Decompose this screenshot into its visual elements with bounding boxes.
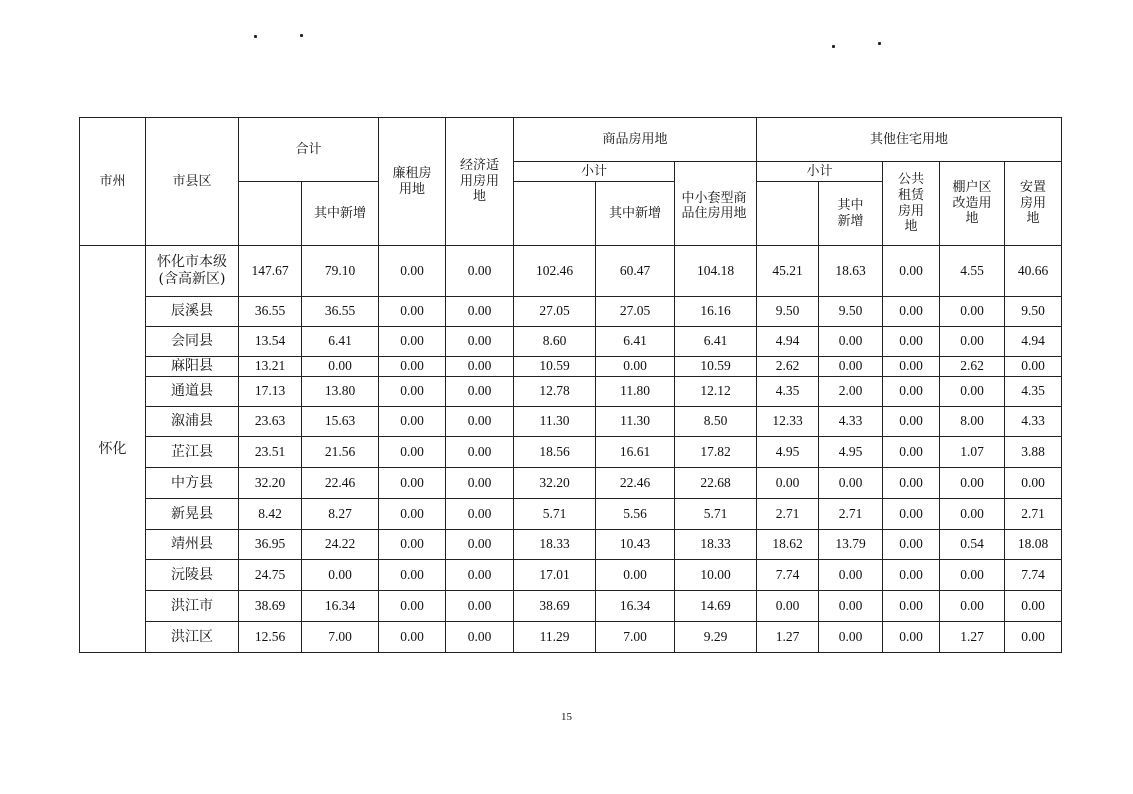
value-cell: 1.27 xyxy=(940,622,1005,653)
value-cell: 0.00 xyxy=(883,499,940,530)
value-cell: 10.43 xyxy=(596,530,675,560)
header-ot-public: 公共租赁房用地 xyxy=(883,162,940,246)
header-sp-small: 中小套型商品住房用地 xyxy=(675,162,757,246)
value-cell: 45.21 xyxy=(757,246,819,297)
value-cell: 0.00 xyxy=(446,499,514,530)
value-cell: 0.00 xyxy=(302,357,379,377)
value-cell: 18.08 xyxy=(1005,530,1062,560)
value-cell: 7.00 xyxy=(596,622,675,653)
value-cell: 0.00 xyxy=(819,591,883,622)
value-cell: 4.94 xyxy=(757,327,819,357)
value-cell: 6.41 xyxy=(675,327,757,357)
header-ot-subtotal: 小计 xyxy=(757,162,883,182)
value-cell: 13.80 xyxy=(302,377,379,407)
value-cell: 12.56 xyxy=(239,622,302,653)
value-cell: 0.54 xyxy=(940,530,1005,560)
value-cell: 0.00 xyxy=(596,560,675,591)
header-sp-new: 其中新增 xyxy=(596,182,675,246)
value-cell: 4.35 xyxy=(1005,377,1062,407)
value-cell: 0.00 xyxy=(1005,591,1062,622)
housing-land-table xyxy=(79,117,1062,653)
value-cell: 13.54 xyxy=(239,327,302,357)
value-cell: 2.71 xyxy=(757,499,819,530)
value-cell: 13.21 xyxy=(239,357,302,377)
header-ot-shanty: 棚户区改造用地 xyxy=(940,162,1005,246)
table-row xyxy=(80,297,1062,327)
value-cell: 0.00 xyxy=(302,560,379,591)
value-cell: 16.61 xyxy=(596,437,675,468)
value-cell: 0.00 xyxy=(596,357,675,377)
value-cell: 0.00 xyxy=(883,297,940,327)
value-cell: 32.20 xyxy=(514,468,596,499)
value-cell: 0.00 xyxy=(757,591,819,622)
value-cell: 0.00 xyxy=(883,357,940,377)
value-cell: 38.69 xyxy=(514,591,596,622)
value-cell: 0.00 xyxy=(379,407,446,437)
value-cell: 0.00 xyxy=(940,377,1005,407)
table-row xyxy=(80,560,1062,591)
value-cell: 0.00 xyxy=(446,437,514,468)
value-cell: 27.05 xyxy=(596,297,675,327)
value-cell: 0.00 xyxy=(940,499,1005,530)
value-cell: 36.95 xyxy=(239,530,302,560)
scan-speck xyxy=(832,45,835,48)
value-cell: 18.63 xyxy=(819,246,883,297)
value-cell: 0.00 xyxy=(819,622,883,653)
scan-speck xyxy=(254,35,257,38)
value-cell: 10.59 xyxy=(675,357,757,377)
county-cell: 溆浦县 xyxy=(146,407,239,437)
value-cell: 24.22 xyxy=(302,530,379,560)
value-cell: 0.00 xyxy=(446,591,514,622)
value-cell: 2.00 xyxy=(819,377,883,407)
header-other: 其他住宅用地 xyxy=(757,118,1062,162)
value-cell: 9.50 xyxy=(1005,297,1062,327)
header-city: 市州 xyxy=(80,118,146,246)
value-cell: 14.69 xyxy=(675,591,757,622)
table-row xyxy=(80,246,1062,297)
value-cell: 60.47 xyxy=(596,246,675,297)
table-header xyxy=(80,118,1062,246)
value-cell: 40.66 xyxy=(1005,246,1062,297)
value-cell: 102.46 xyxy=(514,246,596,297)
value-cell: 0.00 xyxy=(379,357,446,377)
value-cell: 0.00 xyxy=(446,407,514,437)
value-cell: 23.51 xyxy=(239,437,302,468)
table-row xyxy=(80,357,1062,377)
value-cell: 3.88 xyxy=(1005,437,1062,468)
value-cell: 0.00 xyxy=(883,327,940,357)
value-cell: 0.00 xyxy=(883,437,940,468)
value-cell: 11.30 xyxy=(596,407,675,437)
value-cell: 0.00 xyxy=(379,437,446,468)
value-cell: 0.00 xyxy=(883,560,940,591)
header-total-new: 其中新增 xyxy=(302,182,379,246)
value-cell: 32.20 xyxy=(239,468,302,499)
value-cell: 24.75 xyxy=(239,560,302,591)
table-row xyxy=(80,622,1062,653)
value-cell: 23.63 xyxy=(239,407,302,437)
value-cell: 0.00 xyxy=(379,246,446,297)
value-cell: 18.33 xyxy=(675,530,757,560)
county-cell: 怀化市本级(含高新区) xyxy=(146,246,239,297)
value-cell: 0.00 xyxy=(446,327,514,357)
value-cell: 0.00 xyxy=(446,297,514,327)
header-shangpin: 商品房用地 xyxy=(514,118,757,162)
value-cell: 22.68 xyxy=(675,468,757,499)
value-cell: 1.07 xyxy=(940,437,1005,468)
value-cell: 0.00 xyxy=(883,591,940,622)
value-cell: 27.05 xyxy=(514,297,596,327)
value-cell: 0.00 xyxy=(883,622,940,653)
county-cell: 辰溪县 xyxy=(146,297,239,327)
value-cell: 8.60 xyxy=(514,327,596,357)
value-cell: 0.00 xyxy=(883,377,940,407)
value-cell: 0.00 xyxy=(379,499,446,530)
value-cell: 4.33 xyxy=(1005,407,1062,437)
table-row xyxy=(80,407,1062,437)
value-cell: 12.78 xyxy=(514,377,596,407)
city-cell: 怀化 xyxy=(80,246,146,653)
value-cell: 36.55 xyxy=(302,297,379,327)
value-cell: 21.56 xyxy=(302,437,379,468)
value-cell: 18.56 xyxy=(514,437,596,468)
value-cell: 0.00 xyxy=(819,560,883,591)
header-sp-sum xyxy=(514,182,596,246)
value-cell: 0.00 xyxy=(1005,468,1062,499)
value-cell: 0.00 xyxy=(379,560,446,591)
value-cell: 0.00 xyxy=(446,622,514,653)
value-cell: 4.33 xyxy=(819,407,883,437)
value-cell: 0.00 xyxy=(379,591,446,622)
value-cell: 4.55 xyxy=(940,246,1005,297)
value-cell: 17.01 xyxy=(514,560,596,591)
scan-speck xyxy=(878,42,881,45)
county-cell: 会同县 xyxy=(146,327,239,357)
value-cell: 15.63 xyxy=(302,407,379,437)
value-cell: 12.12 xyxy=(675,377,757,407)
value-cell: 0.00 xyxy=(446,560,514,591)
county-cell: 洪江市 xyxy=(146,591,239,622)
value-cell: 0.00 xyxy=(379,530,446,560)
value-cell: 4.95 xyxy=(757,437,819,468)
value-cell: 5.71 xyxy=(514,499,596,530)
value-cell: 12.33 xyxy=(757,407,819,437)
value-cell: 4.94 xyxy=(1005,327,1062,357)
value-cell: 38.69 xyxy=(239,591,302,622)
county-cell: 沅陵县 xyxy=(146,560,239,591)
value-cell: 2.71 xyxy=(1005,499,1062,530)
value-cell: 0.00 xyxy=(446,246,514,297)
value-cell: 7.74 xyxy=(757,560,819,591)
table-body xyxy=(80,246,1062,653)
value-cell: 4.95 xyxy=(819,437,883,468)
value-cell: 7.00 xyxy=(302,622,379,653)
county-cell: 洪江区 xyxy=(146,622,239,653)
scan-speck xyxy=(300,34,303,37)
value-cell: 10.00 xyxy=(675,560,757,591)
value-cell: 0.00 xyxy=(940,468,1005,499)
value-cell: 9.50 xyxy=(819,297,883,327)
table-row xyxy=(80,327,1062,357)
value-cell: 0.00 xyxy=(1005,622,1062,653)
value-cell: 0.00 xyxy=(819,327,883,357)
value-cell: 0.00 xyxy=(379,622,446,653)
value-cell: 0.00 xyxy=(940,297,1005,327)
county-cell: 靖州县 xyxy=(146,530,239,560)
value-cell: 8.50 xyxy=(675,407,757,437)
value-cell: 2.71 xyxy=(819,499,883,530)
value-cell: 13.79 xyxy=(819,530,883,560)
value-cell: 22.46 xyxy=(596,468,675,499)
value-cell: 0.00 xyxy=(883,407,940,437)
header-sp-subtotal: 小计 xyxy=(514,162,675,182)
header-ot-resettle: 安置房用地 xyxy=(1005,162,1062,246)
value-cell: 0.00 xyxy=(379,377,446,407)
value-cell: 17.82 xyxy=(675,437,757,468)
value-cell: 0.00 xyxy=(819,357,883,377)
table-row xyxy=(80,377,1062,407)
header-county: 市县区 xyxy=(146,118,239,246)
value-cell: 4.35 xyxy=(757,377,819,407)
value-cell: 104.18 xyxy=(675,246,757,297)
table-row xyxy=(80,591,1062,622)
value-cell: 22.46 xyxy=(302,468,379,499)
value-cell: 11.30 xyxy=(514,407,596,437)
value-cell: 11.29 xyxy=(514,622,596,653)
table-row xyxy=(80,499,1062,530)
value-cell: 6.41 xyxy=(596,327,675,357)
table-row xyxy=(80,530,1062,560)
table-row xyxy=(80,437,1062,468)
value-cell: 18.33 xyxy=(514,530,596,560)
value-cell: 0.00 xyxy=(940,560,1005,591)
table-row xyxy=(80,468,1062,499)
value-cell: 147.67 xyxy=(239,246,302,297)
page-number: 15 xyxy=(561,711,572,723)
header-total: 合计 xyxy=(239,118,379,182)
value-cell: 16.16 xyxy=(675,297,757,327)
value-cell: 0.00 xyxy=(446,530,514,560)
value-cell: 8.27 xyxy=(302,499,379,530)
value-cell: 1.27 xyxy=(757,622,819,653)
county-cell: 麻阳县 xyxy=(146,357,239,377)
county-cell: 新晃县 xyxy=(146,499,239,530)
value-cell: 36.55 xyxy=(239,297,302,327)
county-cell: 芷江县 xyxy=(146,437,239,468)
value-cell: 0.00 xyxy=(1005,357,1062,377)
value-cell: 0.00 xyxy=(940,591,1005,622)
value-cell: 2.62 xyxy=(757,357,819,377)
value-cell: 9.29 xyxy=(675,622,757,653)
county-cell: 中方县 xyxy=(146,468,239,499)
value-cell: 18.62 xyxy=(757,530,819,560)
value-cell: 6.41 xyxy=(302,327,379,357)
value-cell: 0.00 xyxy=(883,530,940,560)
value-cell: 8.42 xyxy=(239,499,302,530)
value-cell: 9.50 xyxy=(757,297,819,327)
value-cell: 0.00 xyxy=(446,357,514,377)
header-ot-new: 其中新增 xyxy=(819,182,883,246)
value-cell: 2.62 xyxy=(940,357,1005,377)
header-ot-sum xyxy=(757,182,819,246)
value-cell: 79.10 xyxy=(302,246,379,297)
value-cell: 0.00 xyxy=(446,468,514,499)
value-cell: 0.00 xyxy=(819,468,883,499)
value-cell: 0.00 xyxy=(940,327,1005,357)
value-cell: 5.56 xyxy=(596,499,675,530)
value-cell: 0.00 xyxy=(379,327,446,357)
value-cell: 0.00 xyxy=(757,468,819,499)
county-cell: 通道县 xyxy=(146,377,239,407)
value-cell: 8.00 xyxy=(940,407,1005,437)
value-cell: 7.74 xyxy=(1005,560,1062,591)
value-cell: 0.00 xyxy=(883,468,940,499)
value-cell: 16.34 xyxy=(302,591,379,622)
value-cell: 0.00 xyxy=(379,297,446,327)
value-cell: 0.00 xyxy=(379,468,446,499)
value-cell: 0.00 xyxy=(446,377,514,407)
value-cell: 10.59 xyxy=(514,357,596,377)
header-lianzu: 廉租房用地 xyxy=(379,118,446,246)
value-cell: 0.00 xyxy=(883,246,940,297)
value-cell: 5.71 xyxy=(675,499,757,530)
header-total-sum xyxy=(239,182,302,246)
value-cell: 11.80 xyxy=(596,377,675,407)
header-jingji: 经济适用房用地 xyxy=(446,118,514,246)
value-cell: 17.13 xyxy=(239,377,302,407)
value-cell: 16.34 xyxy=(596,591,675,622)
